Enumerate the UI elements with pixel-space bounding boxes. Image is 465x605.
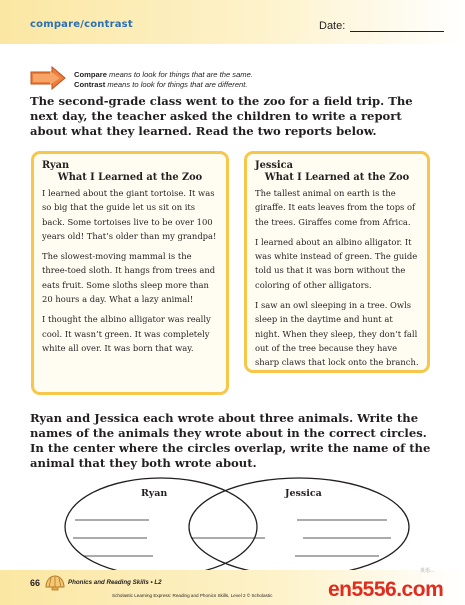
copyright-line: Scholastic Learning Express: Reading and Phonics Skills, Level 2 © Scholastic <box>112 593 273 598</box>
watermark-small-text: 英语... <box>420 568 435 574</box>
ryan-report-name: Ryan <box>42 160 70 171</box>
shell-icon <box>44 574 66 592</box>
contrast-definition <box>74 80 247 89</box>
arrow-icon <box>30 66 66 90</box>
contrast-term: Contrast <box>74 80 106 89</box>
compare-text: means to look for things that are the same. <box>106 70 253 79</box>
ryan-paragraph-sloth: The slowest-moving mammal is the three-toed sloth. It hangs from trees and eats fruit. Some sloths sleep more than 20 hours a day. What a lazy animal! <box>42 251 216 305</box>
ryan-report-title: What I Learned at the Zoo <box>57 172 203 183</box>
ryan-report-box <box>31 151 229 395</box>
contrast-text: means to look for things that are different. <box>105 80 248 89</box>
venn-task-instructions: Ryan and Jessica each wrote about three animals. Write the names of the animals they wrote about in the correct circles. In the center where the circles overlap, write the name of the animal that they both wrote about. <box>30 411 431 470</box>
jessica-report-title: What I Learned at the Zoo <box>264 172 410 183</box>
jessica-paragraph-alligator: I learned about an albino alligator. It was white instead of green. The guide told us that it was born without the coloring of other alligators. <box>255 236 418 290</box>
ryan-paragraph-alligator: I thought the albino alligator was really cool. It wasn’t green. It was completely white all over. It was born that way. <box>42 314 211 353</box>
jessica-paragraph-giraffe: The tallest animal on earth is the giraffe. It eats leaves from the tops of the trees. Giraffes come from Africa. <box>255 188 416 227</box>
date-label: Date: <box>319 20 346 32</box>
compare-term: Compare <box>74 70 107 79</box>
intro-instructions: The second-grade class went to the zoo for a field trip. The next day, the teacher asked the children to write a report about what they learned. Read the two reports below. <box>30 94 413 138</box>
venn-label-ryan: Ryan <box>141 488 168 499</box>
jessica-report-box <box>244 151 430 373</box>
series-title: Phonics and Reading Skills • L2 <box>68 579 162 586</box>
jessica-paragraph-owl: I saw an owl sleeping in a tree. Owls sleep in the daytime and hunt at night. When they sleep, they don’t fall out of the tree because they have sharp claws that lock onto the branch. <box>255 300 419 368</box>
venn-label-jessica: Jessica <box>285 488 322 499</box>
venn-diagram <box>63 476 411 578</box>
date-write-line[interactable] <box>350 31 444 32</box>
watermark-logo: en5556.com <box>328 578 444 601</box>
section-tag: compare/contrast <box>30 19 133 30</box>
compare-definition <box>74 70 253 79</box>
ryan-paragraph-tortoise: I learned about the giant tortoise. It was so big that the guide let us sit on its back. Some tortoises live to be over 100 years old! That’s older than my grandpa! <box>42 188 217 241</box>
jessica-report-name: Jessica <box>255 160 293 171</box>
page-number: 66 <box>30 578 41 588</box>
